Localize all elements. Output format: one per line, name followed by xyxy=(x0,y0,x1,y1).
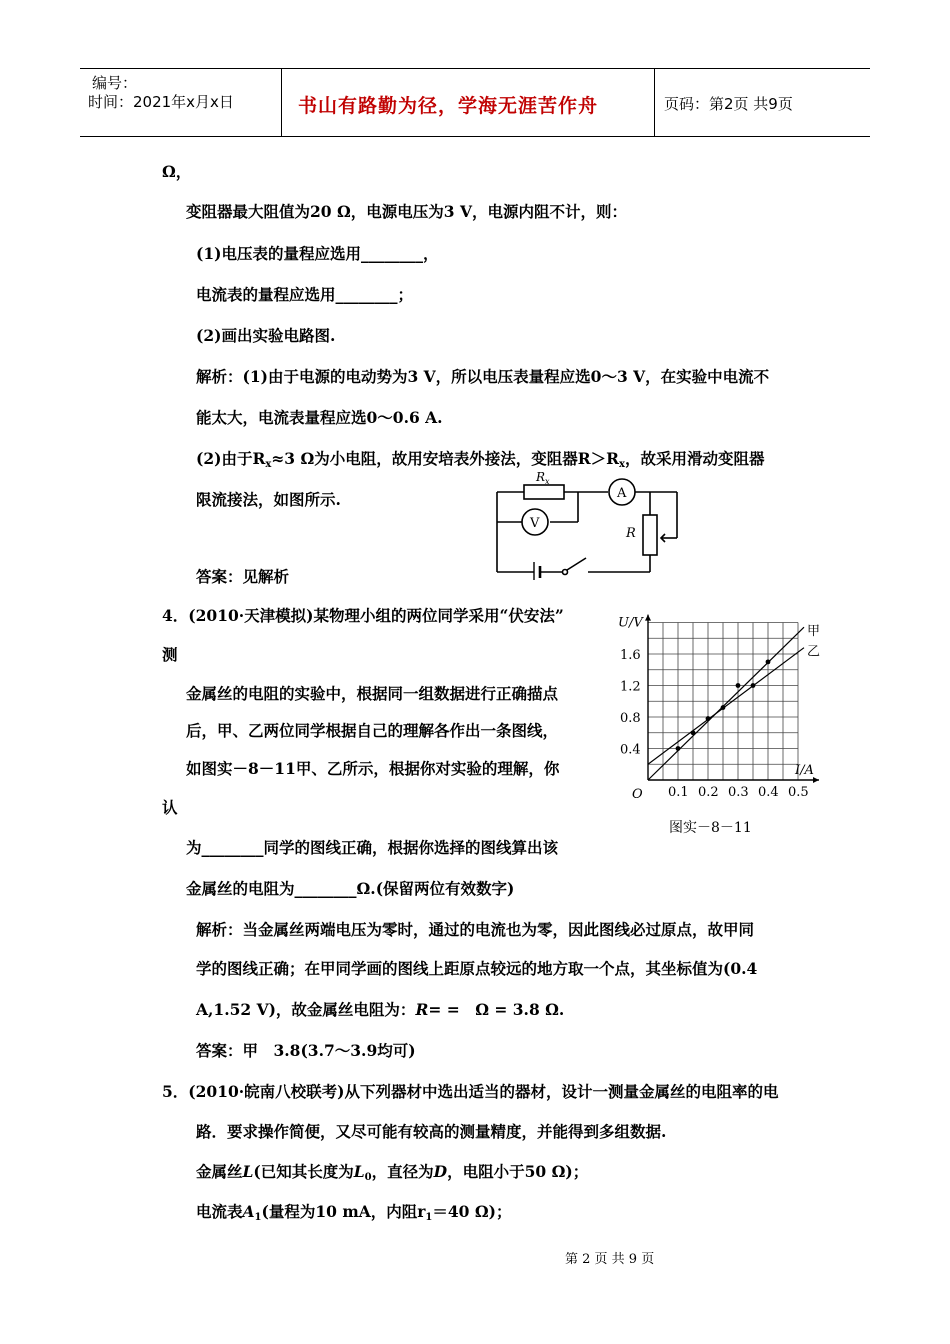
analysis-fragment: (2)由于R xyxy=(196,449,266,468)
question-line: 金属丝的电阻为________Ω.(保留两位有效数字) xyxy=(186,879,515,898)
analysis-line: 限流接法，如图所示. xyxy=(196,490,341,509)
analysis-fragment: A,1.52 V)，故金属丝电阻为： xyxy=(196,1000,416,1019)
question-line: 认 xyxy=(162,798,178,817)
text-fragment: A xyxy=(242,1202,255,1221)
data-point xyxy=(691,730,696,735)
analysis-fragment: ≈3 Ω为小电阻，故用安培表外接法，变阻器R＞R xyxy=(271,449,620,468)
answer-line: 答案：甲 3.8(3.7～3.9均可) xyxy=(196,1041,416,1060)
question-line: 4．(2010·天津模拟)某物理小组的两位同学采用“伏安法” xyxy=(162,606,564,625)
voltmeter-label: V xyxy=(530,516,540,531)
series-label: 甲 xyxy=(807,624,821,640)
resistor-rx xyxy=(524,485,564,499)
analysis-line: 能太大，电流表量程应选0～0.6 A. xyxy=(196,408,443,427)
series-label: 乙 xyxy=(807,644,821,660)
text-fragment: ＝40 Ω)； xyxy=(432,1202,512,1221)
analysis-line xyxy=(196,447,765,470)
data-point xyxy=(766,659,771,664)
header-divider-right xyxy=(654,69,655,136)
text-fragment: (已知其长度为 xyxy=(253,1162,354,1181)
header-number-label: 编号： xyxy=(92,74,138,92)
question-line: 为________同学的图线正确，根据你选择的图线算出该 xyxy=(186,838,559,857)
text-fragment: L xyxy=(353,1162,365,1181)
question-line: 路．要求操作简便，又尽可能有较高的测量精度，并能得到多组数据. xyxy=(196,1122,667,1141)
text-fragment: 金属丝 xyxy=(196,1162,243,1181)
subscript: x xyxy=(265,459,272,470)
x-tick-label: 0.5 xyxy=(788,785,809,800)
footer-page-number: 第 2 页 共 9 页 xyxy=(565,1252,655,1267)
switch-contact xyxy=(563,570,568,575)
ammeter-label: A xyxy=(617,486,627,501)
data-point xyxy=(706,716,711,721)
analysis-fragment: R xyxy=(415,1000,429,1019)
header-time-label: 时间：2021年x月x日 xyxy=(88,93,234,111)
x-axis-label: I/A xyxy=(795,763,814,778)
subscript: x xyxy=(619,459,626,470)
y-axis-label: U/V xyxy=(618,615,643,631)
header-divider-left xyxy=(281,69,282,136)
text-line: Ω， xyxy=(162,162,192,181)
origin-label: O xyxy=(632,787,643,802)
analysis-fragment: = = Ω = 3.8 Ω. xyxy=(428,1000,565,1019)
question-line: 5．(2010·皖南八校联考)从下列器材中选出适当的器材，设计一测量金属丝的电阻率的电 xyxy=(162,1082,779,1101)
text-line: 电流表的量程应选用________； xyxy=(196,285,414,304)
subscript: 0 xyxy=(364,1172,372,1183)
x-tick-label: 0.3 xyxy=(728,785,749,800)
question-line: 金属丝的电阻的实验中，根据同一组数据进行正确描点 xyxy=(186,684,559,703)
y-tick-label: 0.8 xyxy=(620,711,641,726)
text-fragment: (量程为10 mA，内阻r xyxy=(261,1202,426,1221)
text-fragment: ，电阻小于50 Ω)； xyxy=(447,1162,589,1181)
x-tick-label: 0.2 xyxy=(698,785,719,800)
answer-line: 答案：见解析 xyxy=(196,567,290,586)
data-point xyxy=(751,683,756,688)
y-axis-arrow xyxy=(645,615,651,621)
circuit-diagram xyxy=(490,470,690,580)
rheostat-r xyxy=(643,515,657,555)
y-tick-label: 1.2 xyxy=(620,679,641,695)
x-tick-label: 0.4 xyxy=(758,785,779,800)
series-line xyxy=(648,648,804,765)
analysis-line: 解析：当金属丝两端电压为零时，通过的电流也为零，因此图线必过原点，故甲同 xyxy=(196,920,755,939)
y-tick-label: 0.4 xyxy=(620,742,641,758)
data-point xyxy=(721,705,726,710)
question-line xyxy=(196,1200,512,1223)
analysis-line: 解析：(1)由于电源的电动势为3 V，所以电压表量程应选0～3 V，在实验中电流不 xyxy=(196,367,770,386)
rheostat-label: R xyxy=(626,526,636,541)
text-fragment: 电流表 xyxy=(196,1202,243,1221)
subscript: 1 xyxy=(254,1212,262,1223)
analysis-line xyxy=(196,998,564,1020)
text-line: (1)电压表的量程应选用________， xyxy=(196,244,439,263)
header-motto: 书山有路勤为径，学海无涯苦作舟 xyxy=(298,95,599,117)
header-page-code: 页码：第2页 共9页 xyxy=(664,95,793,113)
analysis-line: 学的图线正确；在甲同学画的图线上距原点较远的地方取一个点，其坐标值为(0.4 xyxy=(196,959,758,978)
subscript: 1 xyxy=(425,1212,433,1223)
question-line: 测 xyxy=(162,645,178,664)
text-fragment: D xyxy=(433,1162,448,1181)
text-line: 变阻器最大阻值为20 Ω，电源电压为3 V，电源内阻不计，则： xyxy=(186,202,627,221)
text-line: (2)画出实验电路图. xyxy=(196,326,336,345)
question-line: 如图实－8－11甲、乙所示，根据你对实验的理解，你 xyxy=(186,759,560,778)
y-tick-label: 1.6 xyxy=(620,648,641,663)
question-line xyxy=(196,1160,588,1183)
switch-lever xyxy=(567,558,586,570)
x-tick-label: 0.1 xyxy=(668,785,689,800)
question-line: 后，甲、乙两位同学根据自己的理解各作出一条图线， xyxy=(186,721,559,740)
data-point xyxy=(676,746,681,751)
series-line xyxy=(648,627,804,780)
data-point xyxy=(736,683,741,688)
chart-caption: 图实－8－11 xyxy=(669,820,752,835)
text-fragment: ，直径为 xyxy=(371,1162,434,1181)
text-fragment: L xyxy=(242,1162,254,1181)
analysis-fragment: ，故采用滑动变阻器 xyxy=(625,449,765,468)
ui-chart xyxy=(610,610,840,835)
rx-label: $R_x$ xyxy=(536,470,550,486)
